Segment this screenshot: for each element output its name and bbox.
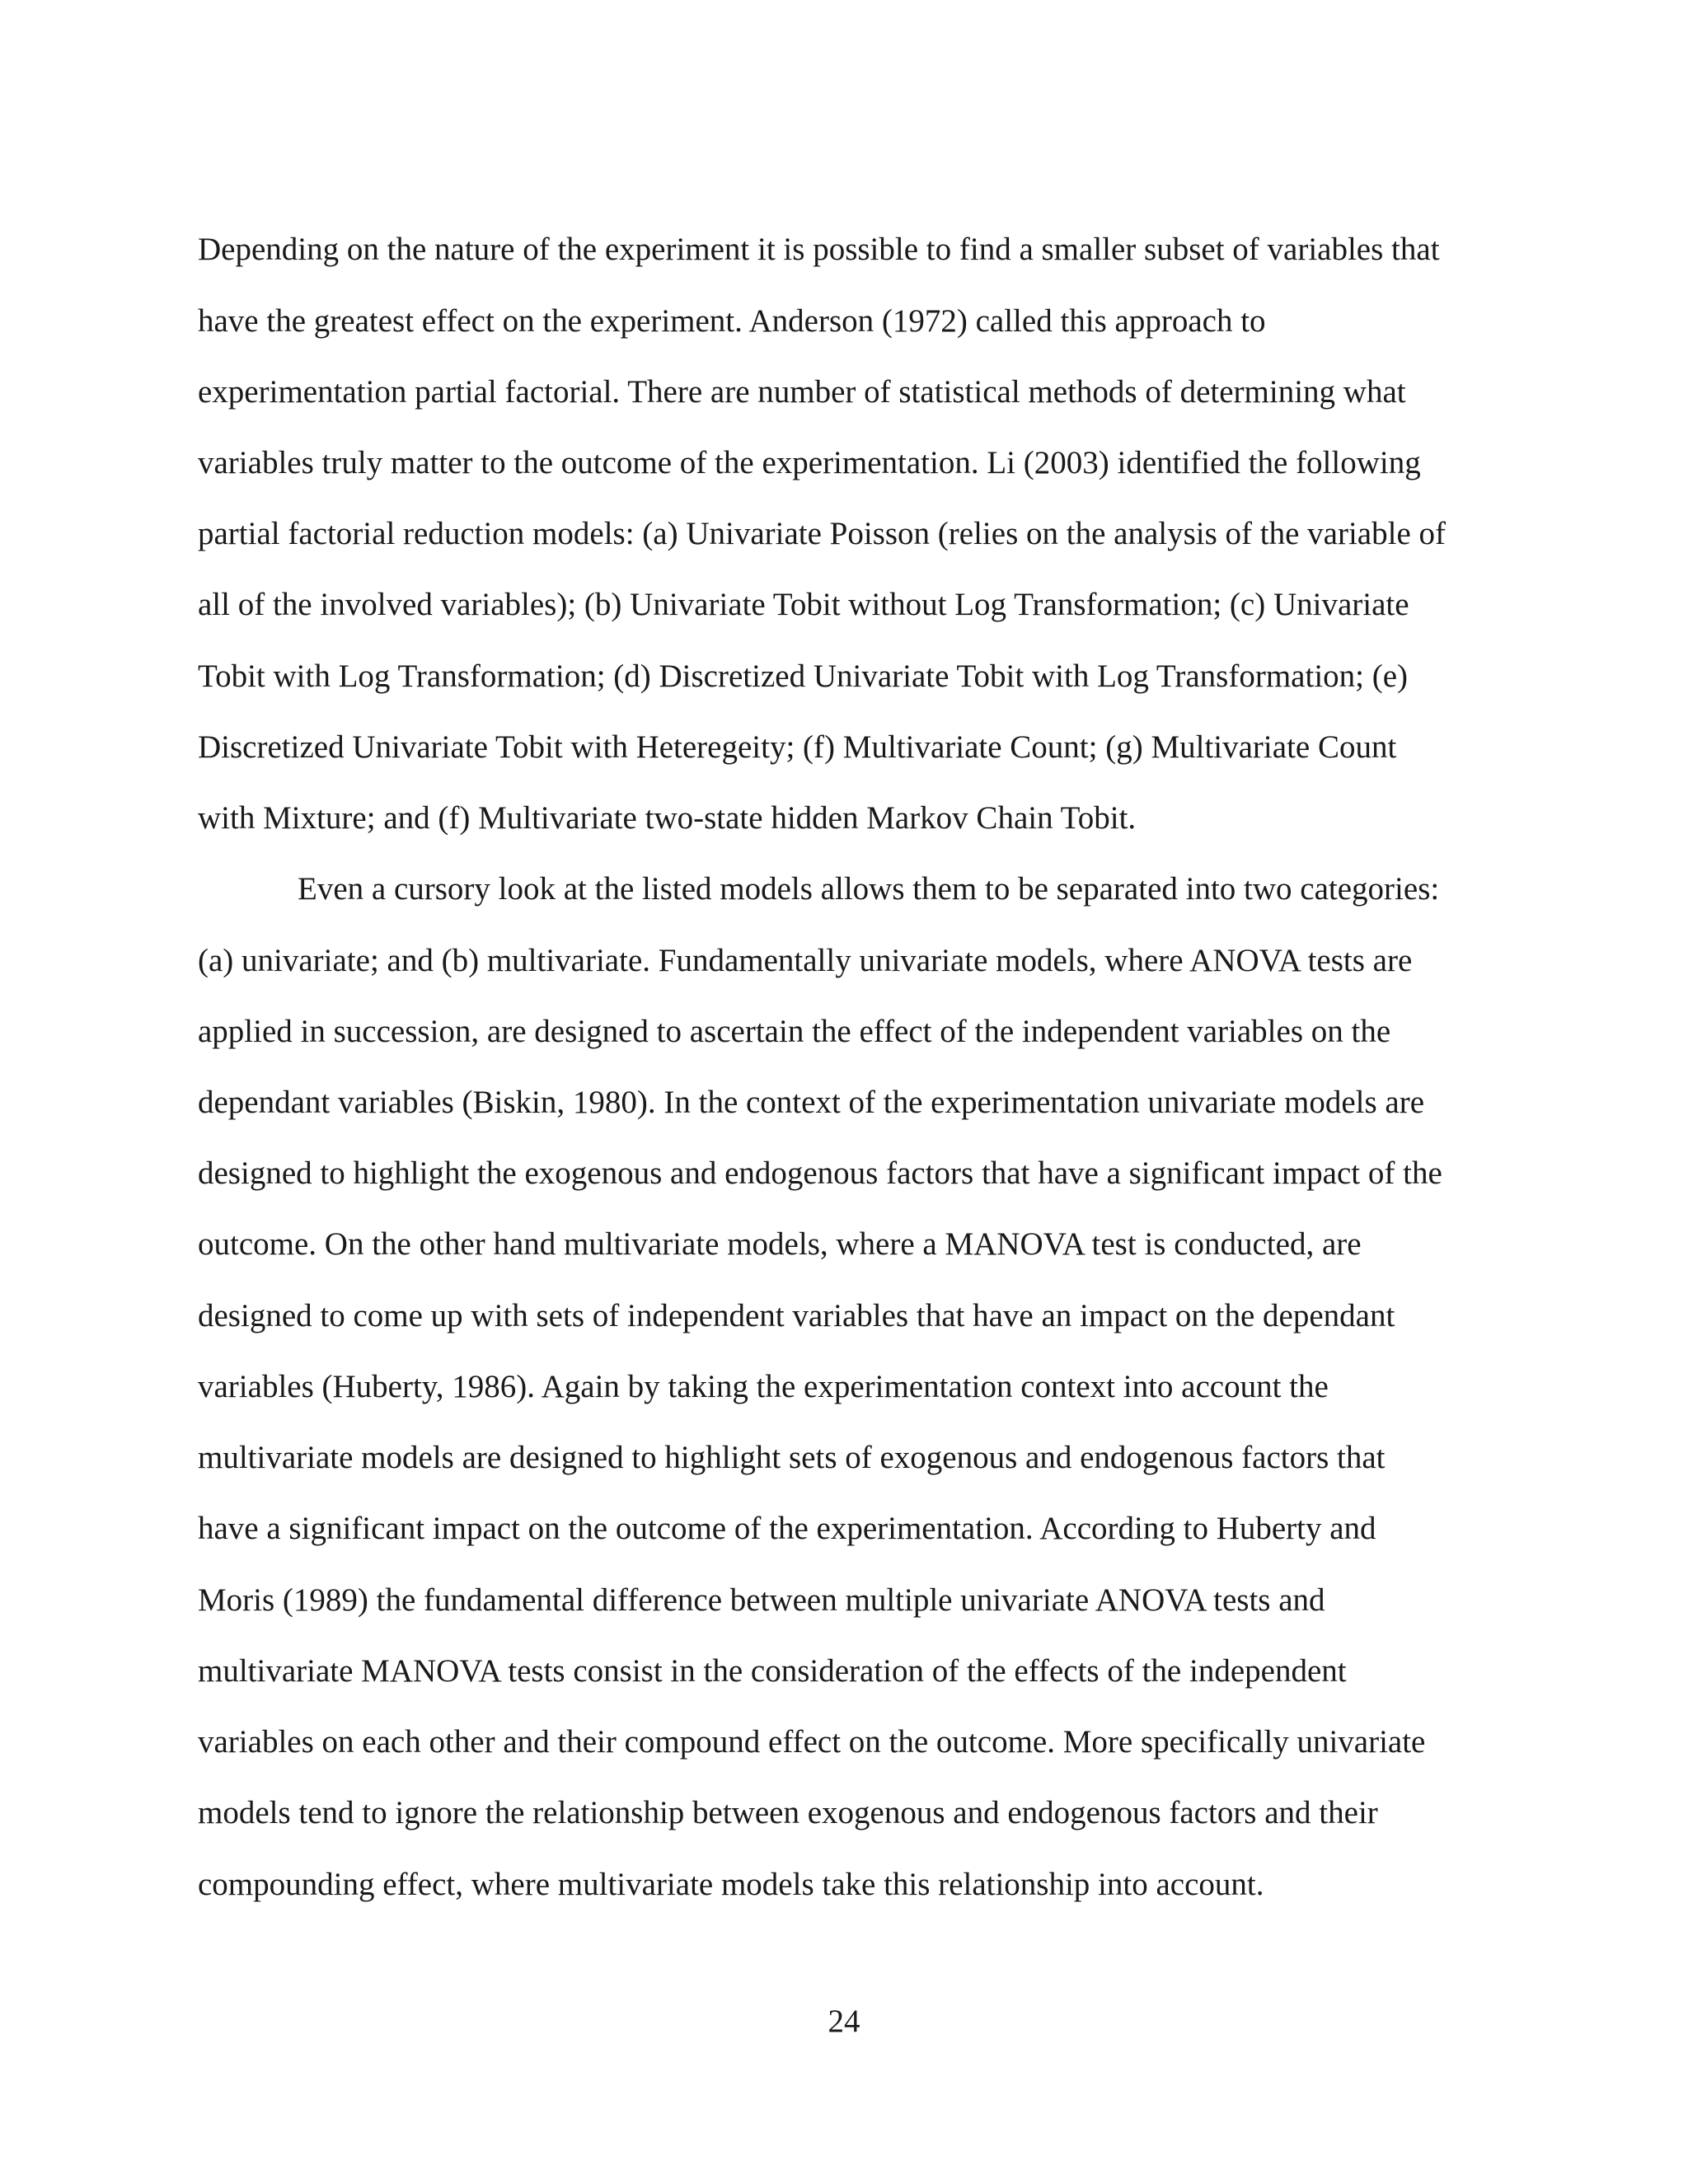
body-line: Discretized Univariate Tobit with Heteregeity; (f) Multivariate Count; (g) Multivariate Count [198,729,1397,765]
body-line: experimentation partial factorial. There are number of statistical methods of determining what [198,374,1406,410]
body-line: compounding effect, where multivariate models take this relationship into account. [198,1867,1264,1902]
body-line: models tend to ignore the relationship between exogenous and endogenous factors and their [198,1795,1378,1830]
page-number: 24 [828,2004,860,2039]
body-line: variables on each other and their compound effect on the outcome. More specifically univariate [198,1724,1426,1760]
body-line: Moris (1989) the fundamental difference between multiple univariate ANOVA tests and [198,1582,1325,1618]
body-line: designed to highlight the exogenous and endogenous factors that have a significant impact of the [198,1155,1442,1191]
body-line: designed to come up with sets of independent variables that have an impact on the dependant [198,1298,1395,1333]
paragraph-first-line: Even a cursory look at the listed models allows them to be separated into two categories: [298,871,1440,907]
body-line: dependant variables (Biskin, 1980). In the context of the experimentation univariate models are [198,1085,1425,1120]
body-line: Tobit with Log Transformation; (d) Discretized Univariate Tobit with Log Transformation; (e) [198,658,1409,694]
body-line: Depending on the nature of the experiment it is possible to find a smaller subset of variables that [198,232,1440,267]
body-line: have a significant impact on the outcome of the experimentation. According to Huberty and [198,1511,1376,1546]
body-line: have the greatest effect on the experiment. Anderson (1972) called this approach to [198,303,1266,339]
body-line: multivariate models are designed to highlight sets of exogenous and endogenous factors that [198,1440,1386,1475]
body-line: outcome. On the other hand multivariate models, where a MANOVA test is conducted, are [198,1226,1362,1262]
body-line: (a) univariate; and (b) multivariate. Fundamentally univariate models, where ANOVA tests are [198,943,1413,978]
body-line: all of the involved variables); (b) Univariate Tobit without Log Transformation; (c) Univariate [198,587,1409,622]
body-line: variables (Huberty, 1986). Again by taking the experimentation context into account the [198,1369,1329,1404]
body-line: partial factorial reduction models: (a) Univariate Poisson (relies on the analysis of the variable of [198,516,1446,551]
body-line: applied in succession, are designed to ascertain the effect of the independent variables on the [198,1014,1391,1049]
body-line: multivariate MANOVA tests consist in the consideration of the effects of the independent [198,1653,1347,1689]
body-line: with Mixture; and (f) Multivariate two-state hidden Markov Chain Tobit. [198,800,1137,836]
body-line: variables truly matter to the outcome of the experimentation. Li (2003) identified the following [198,445,1421,480]
